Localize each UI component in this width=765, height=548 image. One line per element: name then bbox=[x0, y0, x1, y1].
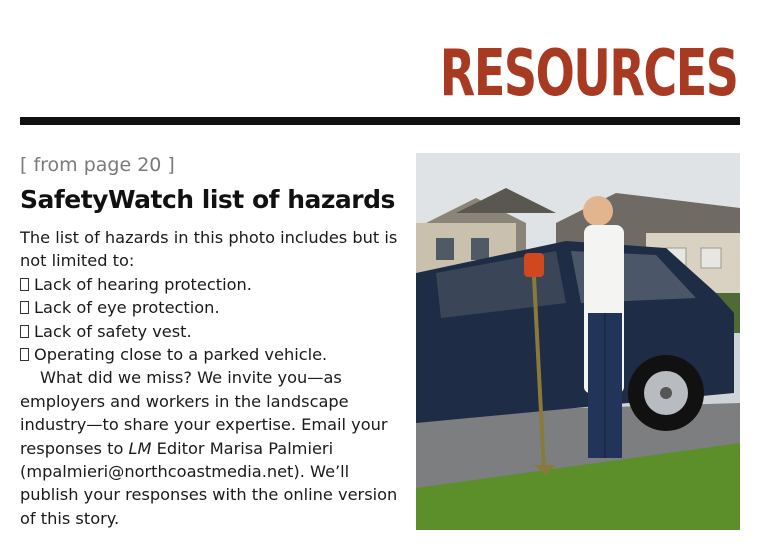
article-title: SafetyWatch list of hazards bbox=[20, 185, 395, 214]
header-rule bbox=[20, 117, 740, 125]
hazard-item bbox=[20, 320, 405, 343]
article-body bbox=[20, 226, 405, 530]
hazard-photo bbox=[416, 153, 740, 530]
checkbox-icon bbox=[20, 301, 29, 314]
closing-paragraph bbox=[20, 366, 405, 530]
hazard-text: Lack of safety vest. bbox=[34, 321, 192, 341]
closing-text: What did we miss? We invite you—as employers and workers in the landscape industry—to share your expertise. Email your responses to bbox=[20, 368, 388, 458]
checkbox-icon bbox=[20, 348, 29, 361]
hazard-item bbox=[20, 343, 405, 366]
hazard-text: Operating close to a parked vehicle. bbox=[34, 345, 328, 365]
hazard-item bbox=[20, 296, 405, 319]
article-column bbox=[20, 152, 405, 530]
hazard-text: Lack of eye protection. bbox=[34, 298, 220, 318]
hazard-item bbox=[20, 273, 405, 296]
intro-paragraph: The list of hazards in this photo includes but is not limited to: bbox=[20, 228, 398, 271]
checkbox-icon bbox=[20, 278, 29, 291]
closing-text-continued: Editor Marisa Palmieri (mpalmieri@northcoastmedia.net). We’ll publish your responses with the online version of this story. bbox=[20, 438, 398, 528]
hazard-text: Lack of hearing protection. bbox=[34, 274, 252, 294]
continued-from-label: [ from page 20 ] bbox=[20, 154, 175, 176]
magazine-initials: LM bbox=[128, 438, 152, 458]
section-banner: RESOURCES bbox=[440, 37, 738, 111]
checkbox-icon bbox=[20, 325, 29, 338]
